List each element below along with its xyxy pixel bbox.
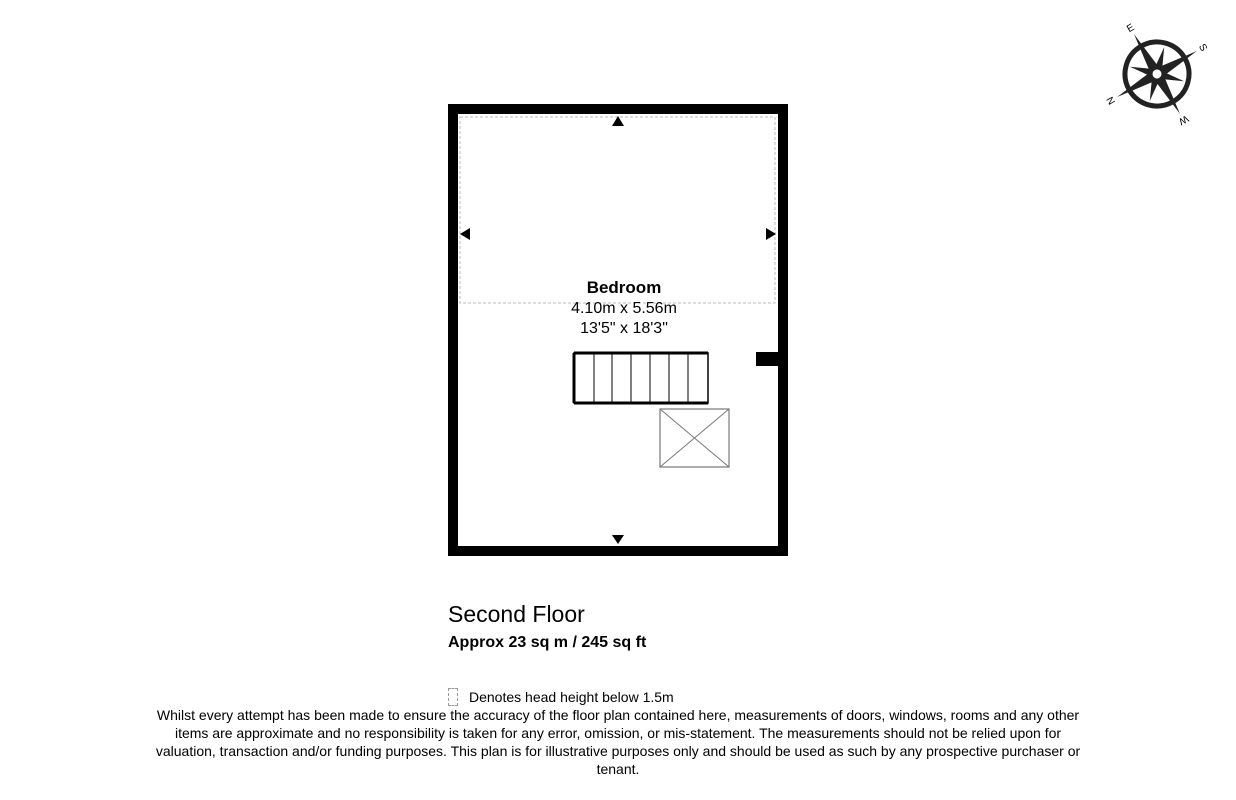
low-headroom-area [460,117,775,303]
floor-area: Approx 23 sq m / 245 sq ft [448,634,647,651]
compass-letter-w: W [1176,112,1191,127]
window-marker-bottom [612,535,624,544]
compass-letter-s: S [1196,42,1209,54]
room-size-metric: 4.10m x 5.56m [571,300,677,317]
room-name: Bedroom [586,278,662,297]
legend-label: Denotes head height below 1.5m [469,689,674,705]
compass-rose [1078,0,1236,153]
room-size-imperial: 13'5" x 18'3" [580,320,668,337]
wall-notch [756,352,778,366]
skylight [660,409,729,467]
compass-letter-n: N [1104,94,1119,107]
staircase [574,353,708,403]
window-marker-left [460,228,470,240]
disclaimer: Whilst every attempt has been made to ensure the accuracy of the floor plan contained here, measurements of doors, windows, rooms and any other items are approximate and no responsibility is taken for any error, omission, or mis-statement. The measurements should not be relied upon for valuation, transaction and/or funding purposes. This plan is for illustrative purposes only and should be used as such by any prospective purchaser or tenant. [155,707,1081,777]
compass-letter-e: E [1125,22,1137,35]
low-headroom-swatch-icon [448,688,458,706]
floor-title: Second Floor [448,601,585,627]
legend [448,688,674,706]
